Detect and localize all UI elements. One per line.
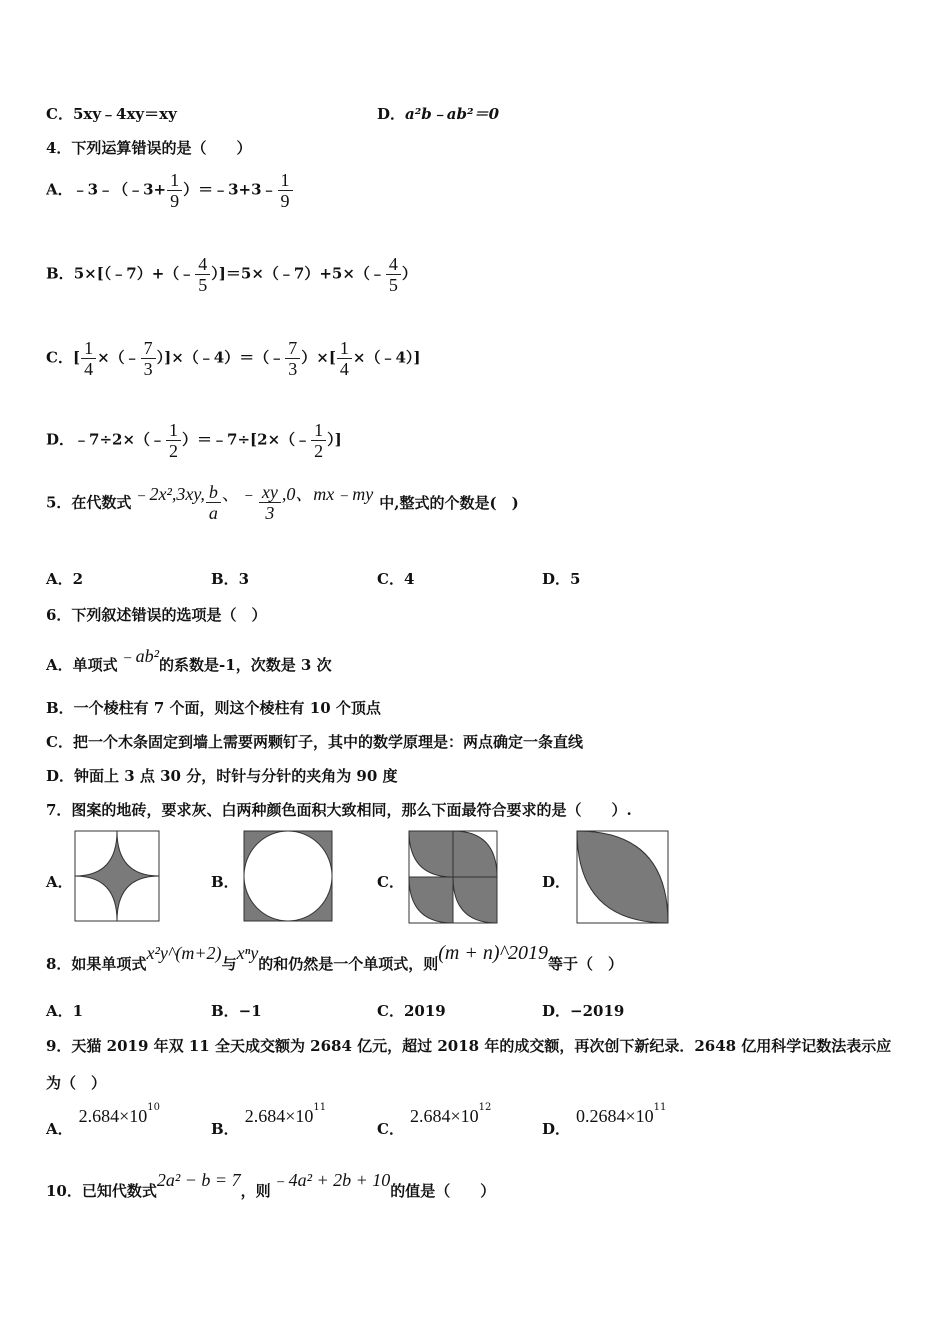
fraction: $\frac{xy}{3}$ — [259, 482, 281, 523]
q9-stem-line1: 9．天猫 2019 年双 11 全天成交额为 2684 亿元，超过 2018 年的成交额，再次创下新纪录．2648 亿用科学记数法表示应 — [46, 1037, 892, 1055]
fraction: $\frac{1}{9}$ — [278, 170, 293, 211]
q8-option-a: A．1 — [46, 1002, 84, 1020]
fraction: $\frac{b}{a}$ — [206, 482, 221, 523]
q8-option-b: B．−1 — [211, 1002, 262, 1020]
q6-option-b: B．一个棱柱有 7 个面，则这个棱柱有 10 个顶点 — [46, 699, 381, 717]
q5-option-d: D．5 — [542, 570, 581, 588]
q7-label-d: D． — [542, 873, 571, 891]
q7-stem: 7．图案的地砖，要求灰、白两种颜色面积大致相同，那么下面最符合要求的是（ ）. — [46, 801, 632, 819]
fraction: $\frac{1}{9}$ — [167, 170, 182, 211]
q7-label-c: C． — [377, 873, 404, 891]
fraction: $\frac{1}{2}$ — [166, 420, 181, 461]
q3-option-c: C．5xy﹣4xy＝xy — [46, 105, 177, 123]
tile-figure-a — [74, 830, 160, 922]
fraction: $\frac{1}{4}$ — [81, 338, 96, 379]
q4-stem: 4．下列运算错误的是（ ） — [46, 139, 252, 157]
q8-option-d: D．−2019 — [542, 1002, 625, 1020]
white-circle-shape — [244, 831, 332, 921]
q9-option-d: D．$0.2684\times 10^{11}$ — [542, 1102, 667, 1138]
fraction: $\frac{4}{5}$ — [195, 254, 210, 295]
tile-figure-d — [576, 830, 669, 924]
q5-option-c: C．4 — [377, 570, 415, 588]
q5-option-b: B．3 — [211, 570, 250, 588]
tile-figure-b — [243, 830, 333, 922]
q10-stem: 10．已知代数式2a² − b = 7，则﹣4a² + 2b + 10的值是（ ） — [46, 1170, 496, 1200]
q9-option-c: C．$2.684\times 10^{12}$ — [377, 1102, 492, 1138]
q4-option-d: D．﹣7÷2×（﹣ $\frac{1}{2}$ ）＝﹣7÷[2×（﹣ $\frac{1}{2}$ ）] — [46, 420, 342, 461]
q9-stem-line2: 为（ ） — [46, 1074, 107, 1092]
q6-option-d: D．钟面上 3 点 30 分，时针与分针的夹角为 90 度 — [46, 767, 398, 785]
q6-stem: 6．下列叙述错误的选项是（ ） — [46, 606, 267, 624]
q9-option-b: B．$2.684\times 10^{11}$ — [211, 1102, 327, 1138]
q7-label-b: B． — [211, 873, 239, 891]
q5-stem: 5．在代数式﹣2x²,3xy, $\frac{b}{a}$ 、﹣ $\frac{xy}{3}$ ,0、mx﹣my 中,整式的个数是( ) — [46, 481, 519, 523]
q5-option-a: A．2 — [46, 570, 84, 588]
q7-label-a: A． — [46, 873, 73, 891]
q6-option-a: A．单项式﹣ab²的系数是-1，次数是 3 次 — [46, 646, 332, 674]
q4-option-b: B．5×[（﹣7）+（﹣ $\frac{4}{5}$ ）]＝5×（﹣7）+5×（﹣ $\frac{4}{5}$ ） — [46, 254, 417, 295]
q8-stem: 8．如果单项式x²y^(m+2)与xⁿy的和仍然是一个单项式，则(m + n)^2019等于（ ） — [46, 942, 623, 973]
q3-option-d: D．a²b﹣ab²＝0 — [377, 105, 500, 123]
fraction: $\frac{7}{3}$ — [285, 338, 300, 379]
q8-option-c: C．2019 — [377, 1002, 446, 1020]
fraction: $\frac{1}{4}$ — [337, 338, 352, 379]
fraction: $\frac{4}{5}$ — [386, 254, 401, 295]
fraction: $\frac{1}{2}$ — [311, 420, 326, 461]
fraction: $\frac{7}{3}$ — [141, 338, 156, 379]
q4-option-c: C．[ $\frac{1}{4}$ ×（﹣ $\frac{7}{3}$ ）]×（﹣4）＝（﹣ $\frac{7}{3}$ ）×[ $\frac{1}{4}$ ×（﹣4）] — [46, 338, 421, 379]
tile-figure-c — [408, 830, 498, 924]
q9-option-a: A．$2.684\times 10^{10}$ — [46, 1102, 161, 1138]
q4-option-a: A．﹣3﹣（﹣3+ $\frac{1}{9}$ ）＝﹣3+3﹣ $\frac{1}{9}$ — [46, 170, 294, 211]
q6-option-c: C．把一个木条固定到墙上需要两颗钉子，其中的数学原理是：两点确定一条直线 — [46, 733, 583, 751]
